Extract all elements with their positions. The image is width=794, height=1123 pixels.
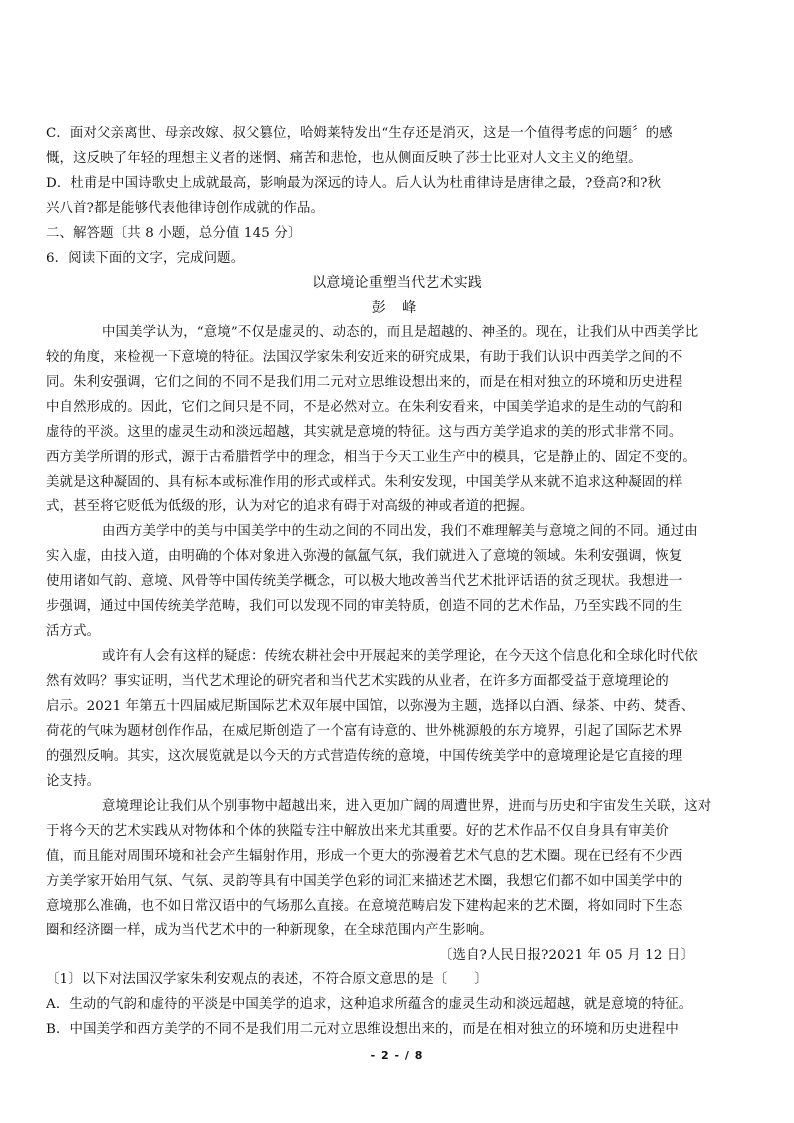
article-line: 于将今天的艺术实践从对物体和个体的狭隘专注中解放出来尤其重要。好的艺术作品不仅自身具有审美价 bbox=[46, 824, 669, 839]
article-line: 方美学家开始用气氛、气氛、灵韵等具有中国美学色彩的词汇来描述艺术圈，我想它们都不如中国美学中的 bbox=[46, 874, 683, 889]
article-line: 意境理论让我们从个别事物中超越出来，进入更加广阔的周遭世界，进而与历史和宇宙发生关联，这对 bbox=[102, 799, 712, 814]
article-line: 中国美学认为，“意境”不仅是虚灵的、动态的，而且是超越的、神圣的。现在，让我们从中西美学比 bbox=[102, 325, 699, 340]
article-line: 圈和经济圈一样，成为当代艺术中的一种新现象，在全球范围内产生影响。 bbox=[46, 923, 493, 938]
article-line: 活方式。 bbox=[46, 624, 101, 639]
article-line: 中自然形成的。因此，它们之间只是不同，不是必然对立。在朱利安看来，中国美学追求的是生动的气韵和 bbox=[46, 400, 683, 415]
article-line: 同。朱利安强调，它们之间的不同不是我们用二元对立思维设想出来的，而是在相对独立的环境和历史进程 bbox=[46, 375, 683, 390]
article-line: 较的角度，来检视一下意境的特征。法国汉学家朱利安近来的研究成果，有助于我们认识中西美学之间的不 bbox=[46, 350, 683, 365]
article-line: 然有效吗？事实证明，当代艺术理论的研究者和当代艺术实践的从业者，在许多方面都受益于意境理论的 bbox=[46, 674, 669, 689]
article-line: 步强调，通过中国传统美学范畴，我们可以发现不同的审美特质，创造不同的艺术作品，乃至实践不同的生 bbox=[46, 599, 683, 614]
article-line: 的强烈反响。其实，这次展览就是以今天的方式营造传统的意境，中国传统美学中的意境理论是它直接的理 bbox=[46, 749, 683, 764]
article-line: 论支持。 bbox=[46, 774, 101, 789]
subquestion-stem: 〔1〕以下对法国汉学家朱利安观点的表述，不符合原文意思的是〔 〕 bbox=[46, 972, 488, 987]
article-line: 荷花的气味为题材创作作品，在威尼斯创造了一个富有诗意的、世外桃源般的东方境界，引起了国际艺术界 bbox=[46, 724, 683, 739]
article-line: 值，而且能对周围环境和社会产生辐射作用，形成一个更大的弥漫着艺术气息的艺术圈。现在已经有不少西 bbox=[46, 849, 683, 864]
subquestion-option-a: A．生动的气韵和虚待的平淡是中国美学的追求，这种追求所蕴含的虚灵生动和淡远超越，就是意境的特征。 bbox=[46, 997, 693, 1012]
article-line: 虚待的平淡。这里的虚灵生动和淡远超越，其实就是意境的特征。这与西方美学追求的美的形式非常不同。 bbox=[46, 425, 683, 440]
article-title: 以意境论重塑当代艺术实践 bbox=[312, 275, 482, 291]
article-line: 意境那么准确，也不如日常汉语中的气场那么直接。在意境范畴启发下建构起来的艺术圈，将如同时下生态 bbox=[46, 899, 683, 914]
article-line: 由西方美学中的美与中国美学中的生动之间的不同出发，我们不难理解美与意境之间的不同。通过由 bbox=[102, 524, 698, 539]
page-number: - 2 - / 8 bbox=[370, 1049, 424, 1062]
option-c-line-1: C．面对父亲离世、母亲改嫁、叔父篡位，哈姆莱特发出“生存还是消灭，这是一个值得考虑的问题〞的感 bbox=[46, 126, 673, 141]
subquestion-option-b: B．中国美学和西方美学的不同不是我们用二元对立思维设想出来的，而是在相对独立的环境和历史进程中 bbox=[46, 1022, 679, 1037]
article-line: 西方美学所谓的形式，源于古希腊哲学中的理念，相当于今天工业生产中的模具，它是静止的、固定不变的。 bbox=[46, 450, 696, 465]
article-line: 实入虚，由技入道，由明确的个体对象进入弥漫的氤氲气氛，我们就进入了意境的领域。朱利安强调，恢复 bbox=[46, 549, 683, 564]
section-heading: 二、解答题〔共 8 小题，总分值 145 分〕 bbox=[46, 226, 302, 241]
article-line: 美就是这种凝固的、具有标本或标准作用的形式或样式。朱利安发现，中国美学从来就不追求这种凝固的样 bbox=[46, 475, 683, 490]
option-c-line-2: 慨，这反映了年轻的理想主义者的迷惘、痛苦和悲怆，也从侧面反映了莎士比亚对人文主义的绝望。 bbox=[46, 151, 642, 166]
article-line: 式，甚至将它贬低为低级的形，认为对它的追求有碍于对高级的神或者道的把握。 bbox=[46, 499, 534, 514]
article-line: 使用诸如气韵、意境、风骨等中国传统美学概念，可以极大地改善当代艺术批评话语的贫乏现状。我想进一 bbox=[46, 574, 683, 589]
article-source: 〔选自?人民日报?2021 年 05 月 12 日〕 bbox=[439, 948, 694, 963]
option-d-line-2: 兴八首?都是能够代表他律诗创作成就的作品。 bbox=[46, 201, 325, 216]
option-d-line-1: D．杜甫是中国诗歌史上成就最高，影响最为深远的诗人。后人认为杜甫律诗是唐律之最，?登高?和?秋 bbox=[46, 176, 662, 191]
question-6: 6．阅读下面的文字，完成问题。 bbox=[46, 251, 245, 266]
article-author: 彭 峰 bbox=[371, 300, 423, 316]
article-line: 启示。2021 年第五十四届威尼斯国际艺术双年展中国馆，以弥漫为主题，选择以白酒、绿茶、中药、焚香、 bbox=[46, 699, 695, 714]
article-line: 或许有人会有这样的疑虑：传统农耕社会中开展起来的美学理论，在今天这个信息化和全球化时代依 bbox=[102, 649, 698, 664]
